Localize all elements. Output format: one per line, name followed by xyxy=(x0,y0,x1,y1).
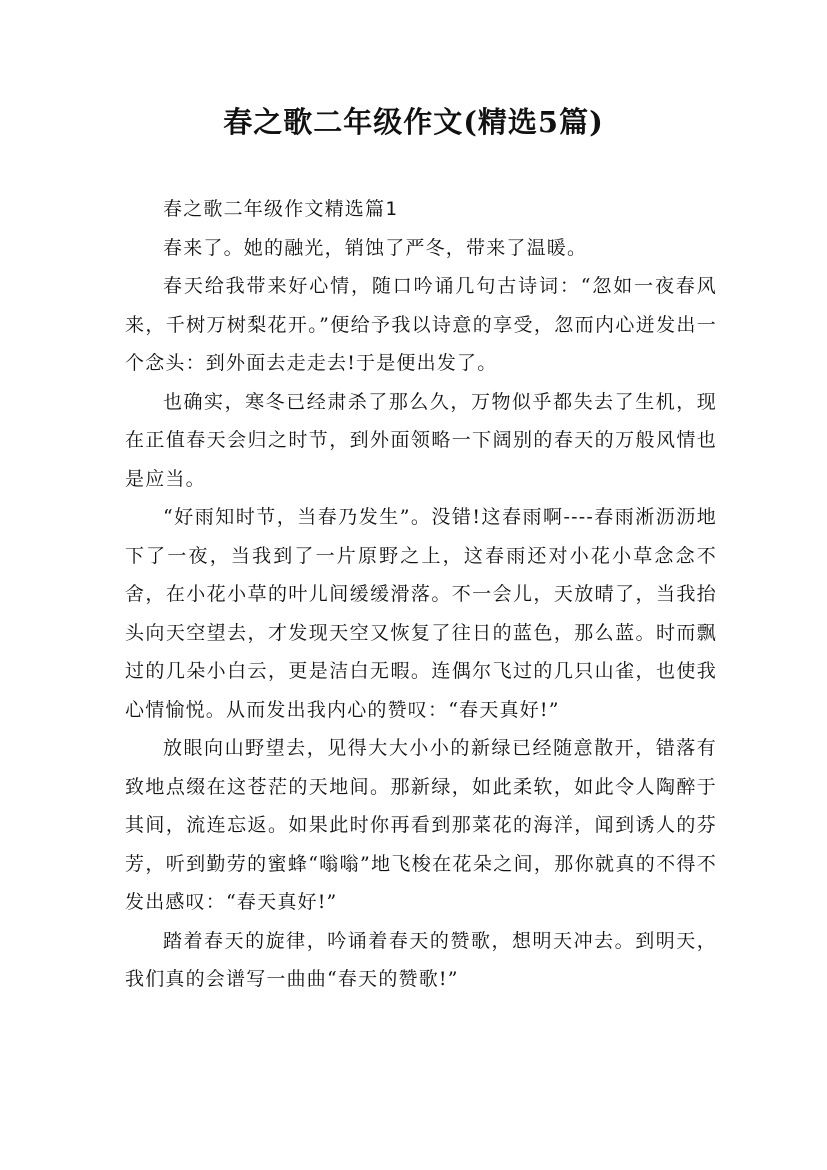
paragraph-5: 放眼向山野望去，见得大大小小的新绿已经随意散开，错落有致地点缀在这苍茫的天地间。那新绿，如此柔软，如此令人陶醉于其间，流连忘返。如果此时你再看到那菜花的海洋，闻到诱人的芬芳，听到勤劳的蜜蜂“嗡嗡”地飞梭在花朵之间，那你就真的不得不发出感叹：“春天真好!” xyxy=(125,737,717,913)
document-title: 春之歌二年级作文(精选5篇) xyxy=(223,105,604,139)
paragraph-1: 春来了。她的融光，销蚀了严冬，带来了温暖。 xyxy=(163,236,588,259)
section-heading: 春之歌二年级作文精选篇1 xyxy=(163,198,398,220)
document-body xyxy=(125,190,717,999)
paragraph-3: 也确实，寒冬已经肃杀了那么久，万物似乎都失去了生机，现在正值春天会归之时节，到外面领略一下阔别的春天的万般风情也是应当。 xyxy=(125,390,717,490)
paragraph-2: 春天给我带来好心情，随口吟诵几句古诗词：“忽如一夜春风来，千树万树梨花开。”便给予我以诗意的享受，忽而内心迸发出一个念头：到外面去走走去!于是便出发了。 xyxy=(125,275,717,374)
paragraph-6: 踏着春天的旋律，吟诵着春天的赞歌，想明天冲去。到明天，我们真的会谱写一曲曲“春天的赞歌!” xyxy=(125,929,717,990)
paragraph-4: “好雨知时节，当春乃发生”。没错!这春雨啊----春雨淅沥沥地下了一夜，当我到了一片原野之上，这春雨还对小花小草念念不舍，在小花小草的叶儿间缓缓滑落。不一会儿，天放晴了，当我抬头向天空望去，才发现天空又恢复了往日的蓝色，那么蓝。时而飘过的几朵小白云，更是洁白无暇。连偶尔飞过的几只山雀，也使我心情愉悦。从而发出我内心的赞叹：“春天真好!” xyxy=(125,506,717,721)
